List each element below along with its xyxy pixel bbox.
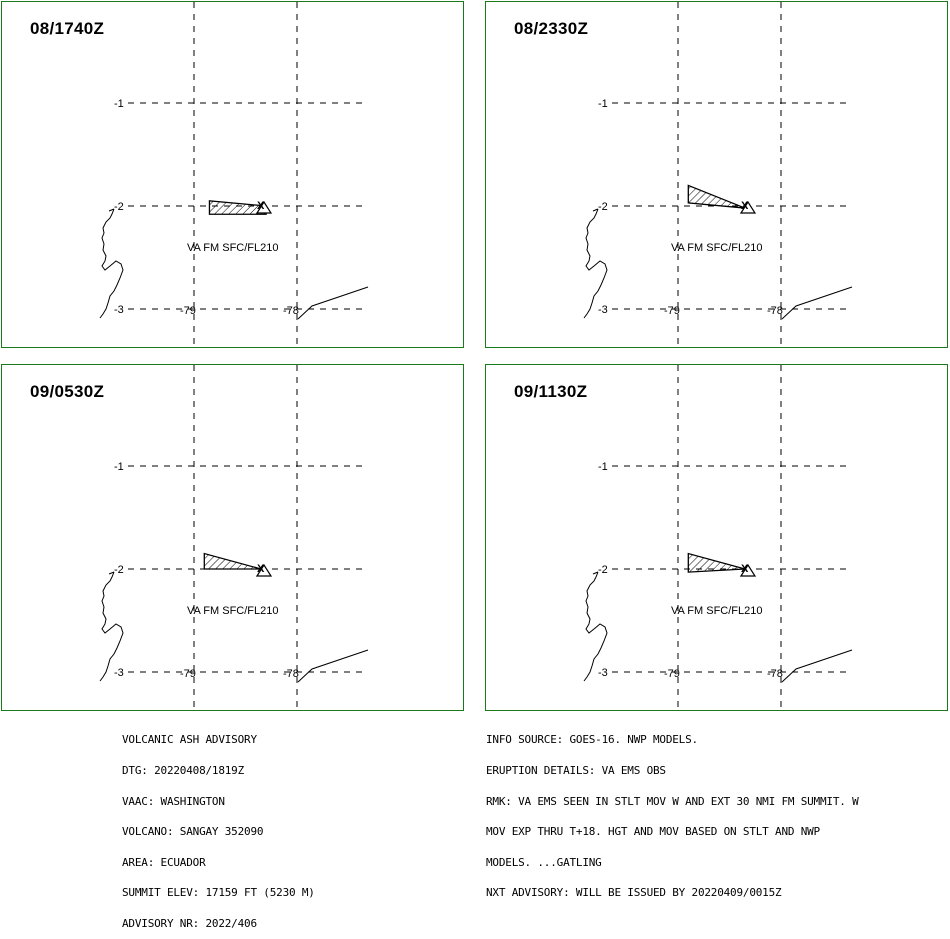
advisory-line: SUMMIT ELEV: 17159 FT (5230 M)	[122, 886, 315, 900]
advisory-line: VOLCANIC ASH ADVISORY	[122, 733, 257, 747]
advisory-line: MODELS. ...GATLING	[486, 855, 602, 869]
latitude-label: -3	[114, 667, 124, 679]
longitude-label: -78	[283, 305, 299, 317]
ash-plume	[688, 185, 745, 208]
advisory-line: ADVISORY NR: 2022/406	[122, 916, 257, 930]
ash-map	[486, 365, 948, 711]
panel-time-label: 09/0530Z	[30, 382, 105, 401]
latitude-label: -2	[598, 564, 608, 576]
border-line	[298, 287, 368, 319]
advisory-line: RMK: VA EMS SEEN IN STLT MOV W AND EXT 30 NMI FM SUMMIT. W	[486, 794, 859, 808]
border-line	[782, 650, 852, 682]
latitude-label: -3	[598, 304, 608, 316]
longitude-label: -78	[283, 668, 299, 680]
ash-map	[2, 2, 464, 348]
latitude-label: -1	[114, 98, 124, 110]
plume-label: VA FM SFC/FL210	[671, 242, 763, 254]
forecast-panel-1	[1, 1, 464, 348]
ash-map	[486, 2, 948, 348]
forecast-panel-2	[485, 1, 948, 348]
latitude-label: -2	[598, 201, 608, 213]
plume-label: VA FM SFC/FL210	[187, 605, 279, 617]
latitude-label: -1	[598, 461, 608, 473]
summit-marker: X	[740, 563, 749, 575]
plume-label: VA FM SFC/FL210	[187, 242, 279, 254]
plume-label: VA FM SFC/FL210	[671, 605, 763, 617]
longitude-label: -79	[664, 305, 680, 317]
longitude-label: -79	[180, 668, 196, 680]
advisory-line: VAAC: WASHINGTON	[122, 794, 225, 808]
coastline	[584, 572, 607, 681]
latitude-label: -3	[598, 667, 608, 679]
longitude-label: -78	[767, 668, 783, 680]
latitude-label: -2	[114, 564, 124, 576]
coastline	[100, 572, 123, 681]
advisory-line: INFO SOURCE: GOES-16. NWP MODELS.	[486, 733, 698, 747]
advisory-line: VOLCANO: SANGAY 352090	[122, 825, 264, 839]
advisory-line: DTG: 20220408/1819Z	[122, 764, 245, 777]
latitude-label: -1	[114, 461, 124, 473]
panel-time-label: 09/1130Z	[514, 382, 588, 401]
longitude-label: -79	[664, 668, 680, 680]
coastline	[584, 209, 607, 318]
latitude-label: -1	[598, 98, 608, 110]
advisory-line: NXT ADVISORY: WILL BE ISSUED BY 20220409/0015Z	[486, 886, 782, 900]
forecast-panel-3	[1, 364, 464, 711]
advisory-summary	[122, 715, 315, 939]
advisory-line: ERUPTION DETAILS: VA EMS OBS	[486, 764, 666, 777]
ash-map	[2, 365, 464, 711]
summit-marker: X	[256, 200, 265, 212]
coastline	[100, 209, 123, 318]
border-line	[782, 287, 852, 319]
border-line	[298, 650, 368, 682]
panel-time-label: 08/1740Z	[30, 19, 105, 38]
panel-time-label: 08/2330Z	[514, 19, 589, 38]
ash-plume	[688, 554, 745, 573]
latitude-label: -3	[114, 304, 124, 316]
longitude-label: -79	[180, 305, 196, 317]
ash-plume	[204, 554, 261, 569]
forecast-panel-4	[485, 364, 948, 711]
advisory-line: MOV EXP THRU T+18. HGT AND MOV BASED ON STLT AND NWP	[486, 825, 820, 839]
summit-marker: X	[256, 563, 265, 575]
latitude-label: -2	[114, 201, 124, 213]
longitude-label: -78	[767, 305, 783, 317]
summit-marker: X	[740, 200, 749, 212]
advisory-line: AREA: ECUADOR	[122, 855, 206, 869]
